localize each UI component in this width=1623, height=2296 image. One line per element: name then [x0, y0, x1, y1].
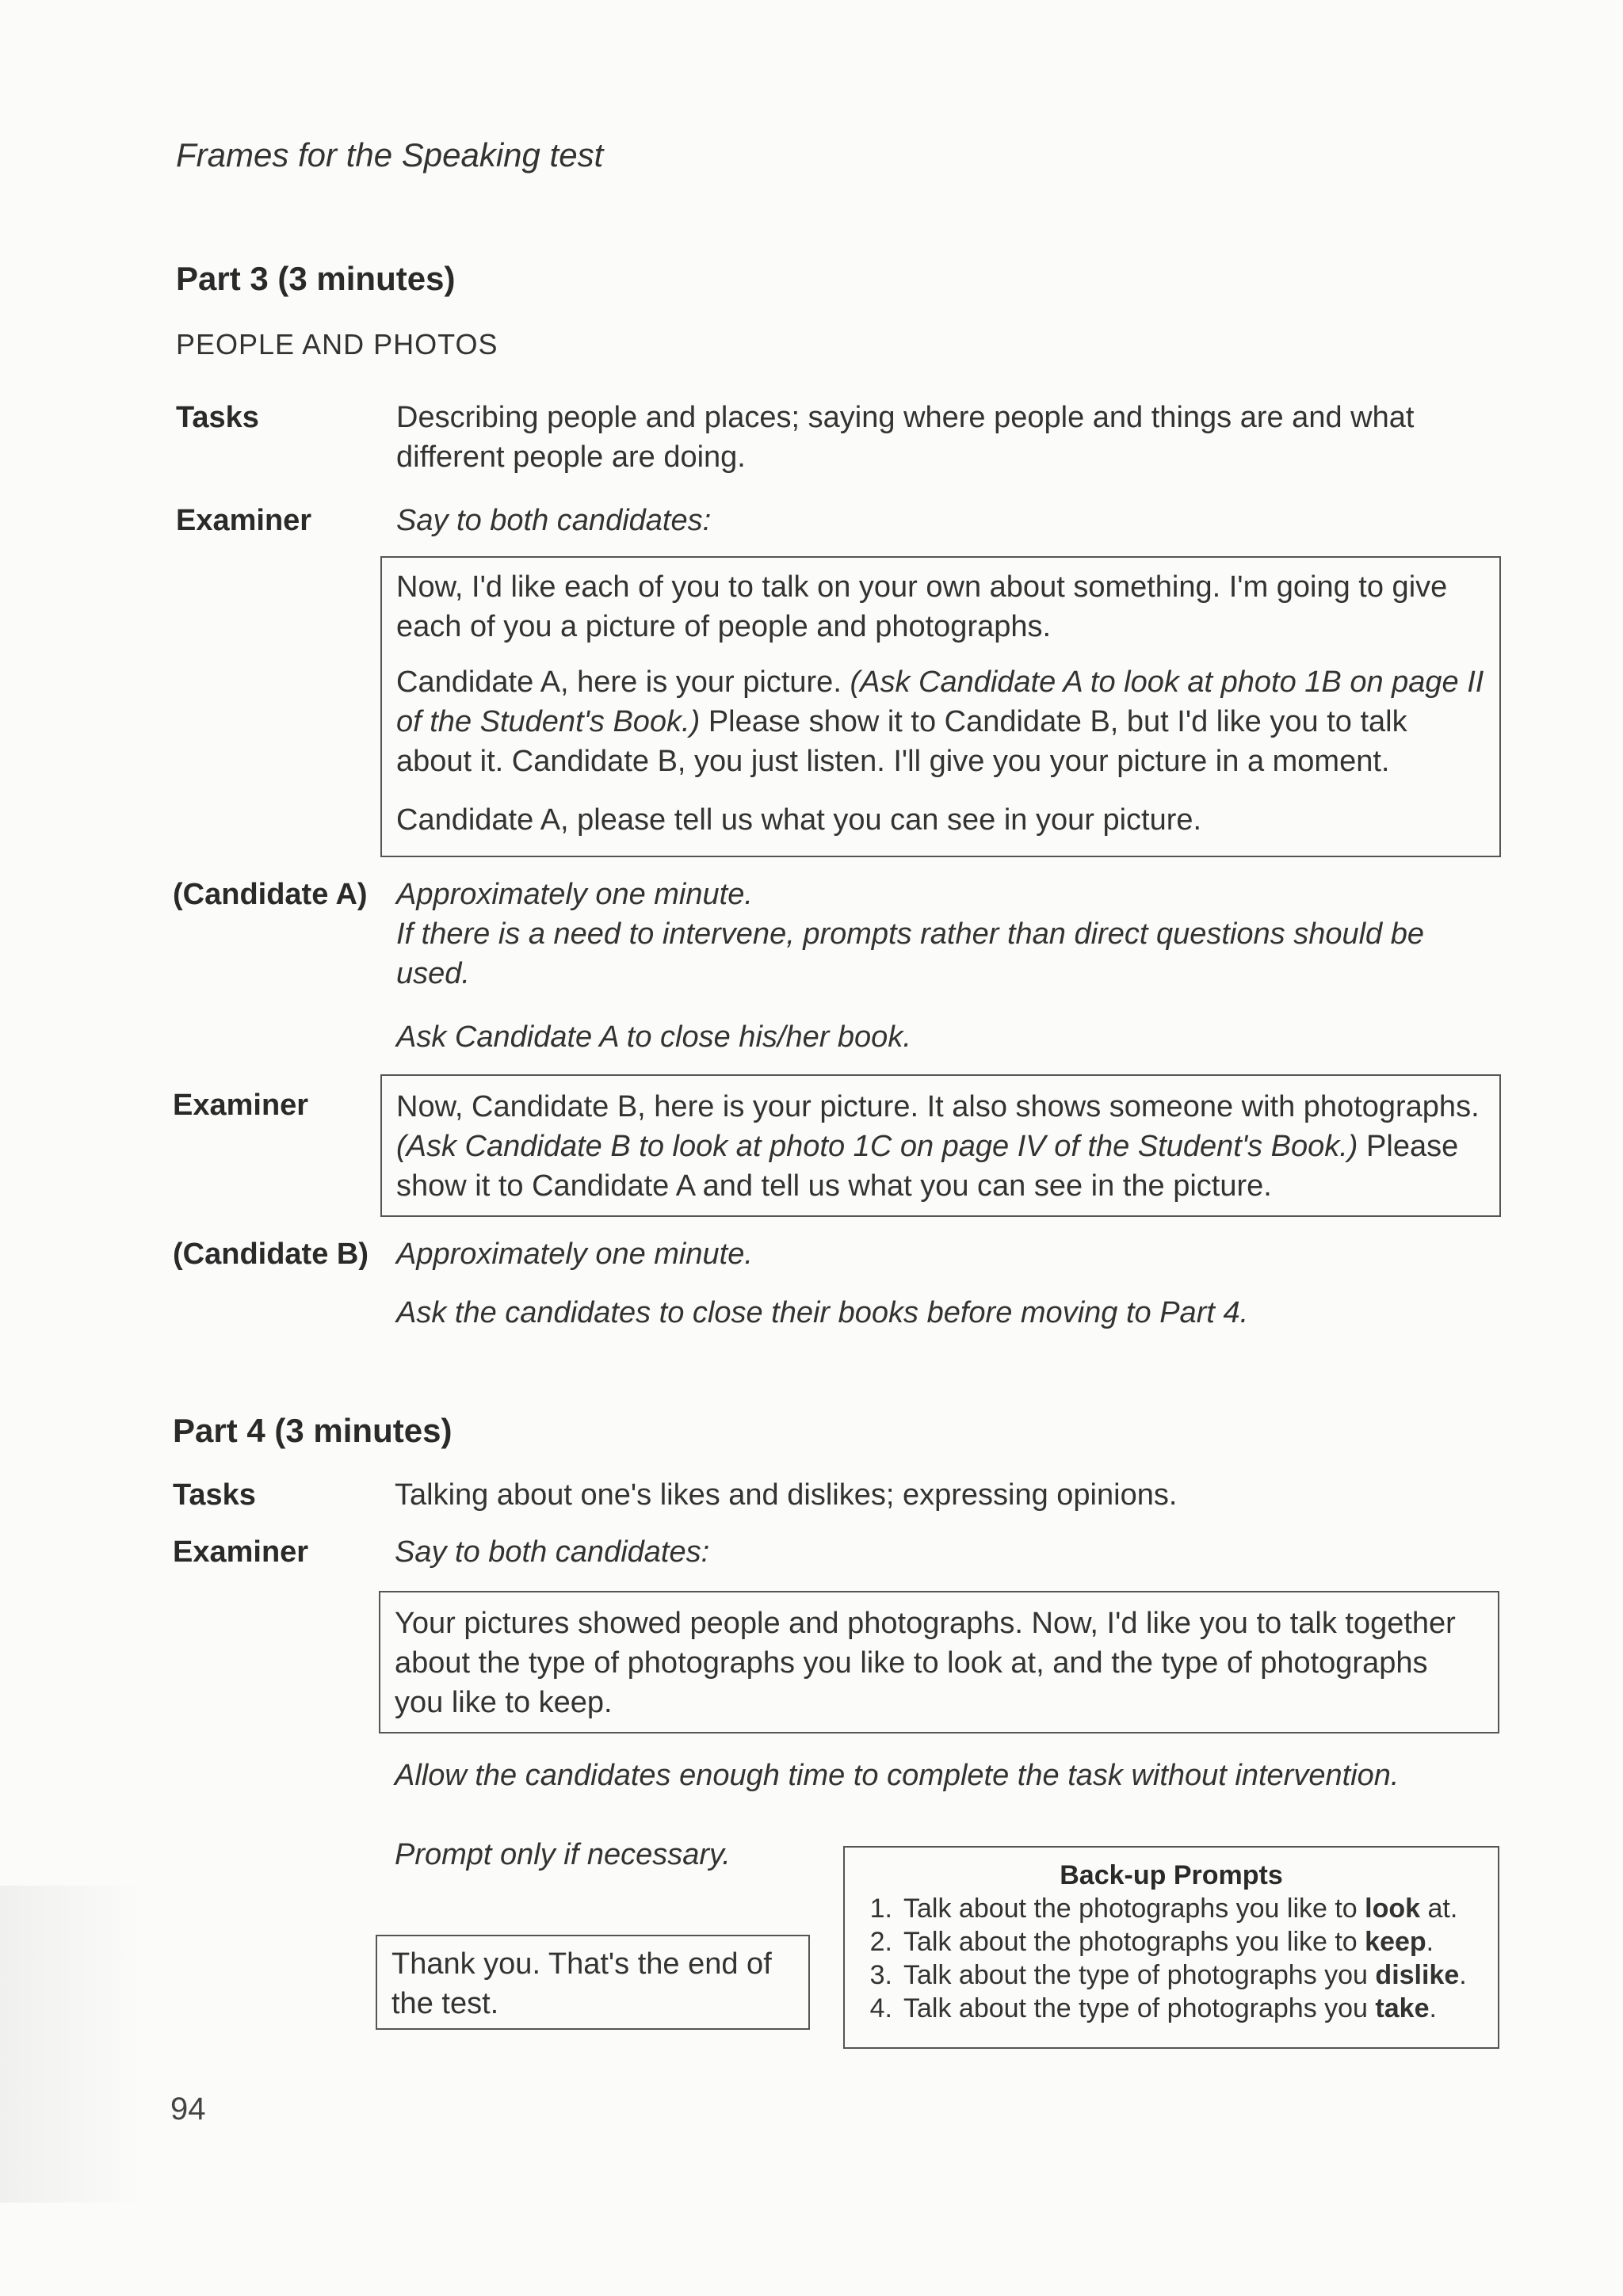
script-paragraph-1: Now, I'd like each of you to talk on your own about something. I'm going to give each of you a picture of people and photographs. — [396, 570, 1448, 643]
candidate-a-note: If there is a need to intervene, prompts rather than direct questions should be used. — [396, 917, 1424, 990]
part3-tasks-label: Tasks — [176, 401, 259, 434]
part4-script-box — [379, 1591, 1499, 1733]
candidate-a-time: Approximately one minute. — [396, 878, 753, 911]
page-number: 94 — [170, 2092, 206, 2126]
script2-instruction: (Ask Candidate B to look at photo 1C on page IV of the Student's Book.) — [396, 1130, 1358, 1163]
script2-text — [396, 1087, 1485, 1206]
part4-heading: Part 4 (3 minutes) — [173, 1412, 453, 1449]
candidate-a-close: Ask Candidate A to close his/her book. — [396, 1020, 911, 1054]
part3-examiner-script-box — [380, 556, 1501, 857]
script-paragraph-3: Candidate A, please tell us what you can see in your picture. — [396, 803, 1202, 837]
end-of-test-text: Thank you. That's the end of the test. — [391, 1947, 772, 2020]
backup-prompts-list — [856, 1892, 1487, 2025]
part3-examiner2-script-box — [380, 1074, 1501, 1217]
script-p2-start: Candidate A, here is your picture. — [396, 666, 842, 699]
part3-heading: Part 3 (3 minutes) — [176, 260, 456, 297]
backup-prompts-box — [843, 1846, 1499, 2049]
script2-end: Please show it to Candidate A and tell us what you can see in the picture. — [396, 1130, 1459, 1203]
script-paragraph-2 — [396, 662, 1485, 781]
candidate-b-label: (Candidate B) — [173, 1238, 369, 1271]
backup-prompt-item: 3. Talk about the type of photographs you dislike. — [869, 1960, 1467, 1990]
candidate-b-close: Ask the candidates to close their books before moving to Part 4. — [396, 1296, 1249, 1329]
part4-examiner-instruction: Say to both candidates: — [395, 1535, 710, 1569]
script-p2-instruction: (Ask Candidate A to look at photo 1B on page II of the Student's Book.) — [396, 666, 1484, 738]
part4-tasks-label: Tasks — [173, 1478, 256, 1512]
part4-tasks-text: Talking about one's likes and dislikes; expressing opinions. — [395, 1478, 1178, 1512]
part3-examiner-label: Examiner — [176, 504, 312, 537]
backup-prompt-item: 4. Talk about the type of photographs you take. — [869, 1993, 1437, 2023]
page-edge-shadow — [0, 1886, 143, 2203]
running-head: Frames for the Speaking test — [176, 136, 604, 174]
backup-prompt-item: 2. Talk about the photographs you like to keep. — [869, 1927, 1434, 1957]
end-of-test-box — [376, 1935, 810, 2030]
part3-examiner-instruction: Say to both candidates: — [396, 504, 712, 537]
part4-script-text: Your pictures showed people and photographs. Now, I'd like you to talk together about the type of photographs you like to look at, and the type of photographs you like to keep. — [395, 1607, 1456, 1719]
part4-examiner-label: Examiner — [173, 1535, 309, 1569]
part4-prompt-only: Prompt only if necessary. — [395, 1838, 731, 1871]
script2-start: Now, Candidate B, here is your picture. It also shows someone with photographs. — [396, 1090, 1480, 1123]
part3-topic: PEOPLE AND PHOTOS — [176, 328, 498, 360]
part3-tasks-text: Describing people and places; saying where people and things are and what different people are doing. — [396, 401, 1415, 474]
part4-allow-text: Allow the candidates enough time to complete the task without intervention. — [395, 1759, 1400, 1792]
backup-prompts-title: Back-up Prompts — [1060, 1860, 1283, 1890]
candidate-b-time: Approximately one minute. — [396, 1238, 753, 1271]
backup-prompt-item: 1. Talk about the photographs you like to look at. — [869, 1894, 1458, 1924]
part3-examiner2-label: Examiner — [173, 1089, 309, 1122]
script-p2-end: Please show it to Candidate B, but I'd like you to talk about it. Candidate B, you just listen. I'll give you your picture in a moment. — [396, 705, 1407, 778]
candidate-a-label: (Candidate A) — [173, 878, 368, 911]
